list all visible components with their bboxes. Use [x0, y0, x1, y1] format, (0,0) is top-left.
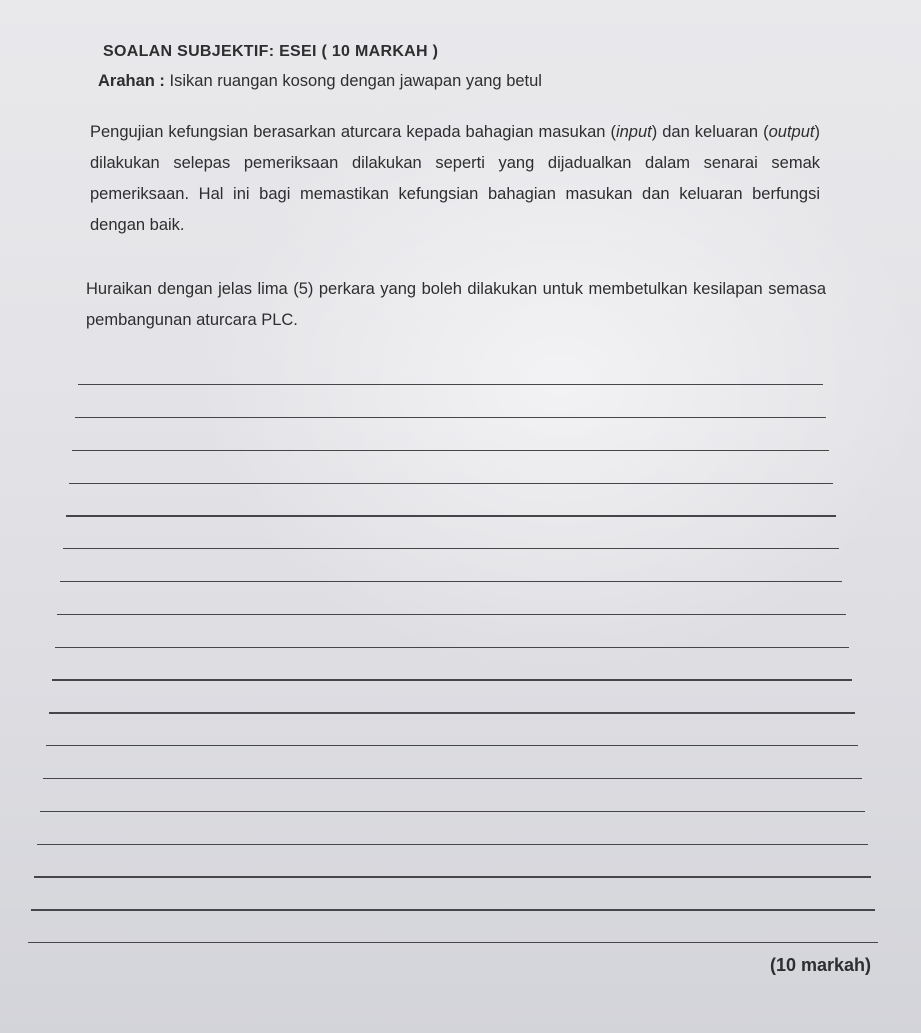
answer-line[interactable] — [75, 417, 826, 418]
answer-line[interactable] — [63, 548, 839, 549]
answer-line[interactable] — [43, 778, 862, 779]
context-paragraph — [90, 117, 820, 241]
paragraph-part-1: Pengujian kefungsian berasarkan aturcara kepada bahagian masukan ( — [90, 123, 616, 141]
output-term: output — [768, 123, 815, 141]
answer-line[interactable] — [69, 483, 833, 484]
input-term: input — [615, 123, 652, 141]
answer-line[interactable] — [46, 745, 859, 746]
paragraph-part-2: ) dan keluaran ( — [651, 123, 769, 141]
answer-line[interactable] — [31, 909, 875, 910]
answer-line[interactable] — [40, 811, 865, 812]
paragraph-part-3: ) dilakukan selepas pemeriksaan dilakukan seperti yang dijadualkan dalam senarai semak pemeriksaan. Hal ini bagi memastikan kefungsian bahagian masukan dan keluaran berfungsi dengan baik. — [90, 123, 820, 234]
answer-line[interactable] — [72, 450, 829, 451]
answer-line[interactable] — [28, 942, 878, 943]
answer-line[interactable] — [60, 581, 842, 582]
answer-line[interactable] — [66, 515, 836, 516]
question-text: Huraikan dengan jelas lima (5) perkara yang boleh dilakukan untuk membetulkan kesilapan semasa pembangunan aturcara PLC. — [86, 280, 826, 329]
answer-line[interactable] — [34, 876, 872, 877]
answer-line[interactable] — [37, 844, 869, 845]
instruction — [98, 66, 542, 97]
marks-label: (10 markah) — [770, 955, 872, 975]
answer-line[interactable] — [52, 679, 853, 680]
answer-line[interactable] — [49, 712, 856, 713]
instruction-label: Arahan : — [98, 72, 165, 90]
answer-line[interactable] — [55, 647, 849, 648]
instruction-text: Isikan ruangan kosong dengan jawapan yang betul — [164, 72, 542, 90]
answer-line[interactable] — [78, 384, 823, 385]
section-heading: SOALAN SUBJEKTIF: ESEI ( 10 MARKAH ) — [103, 43, 439, 60]
answer-line[interactable] — [57, 614, 845, 615]
